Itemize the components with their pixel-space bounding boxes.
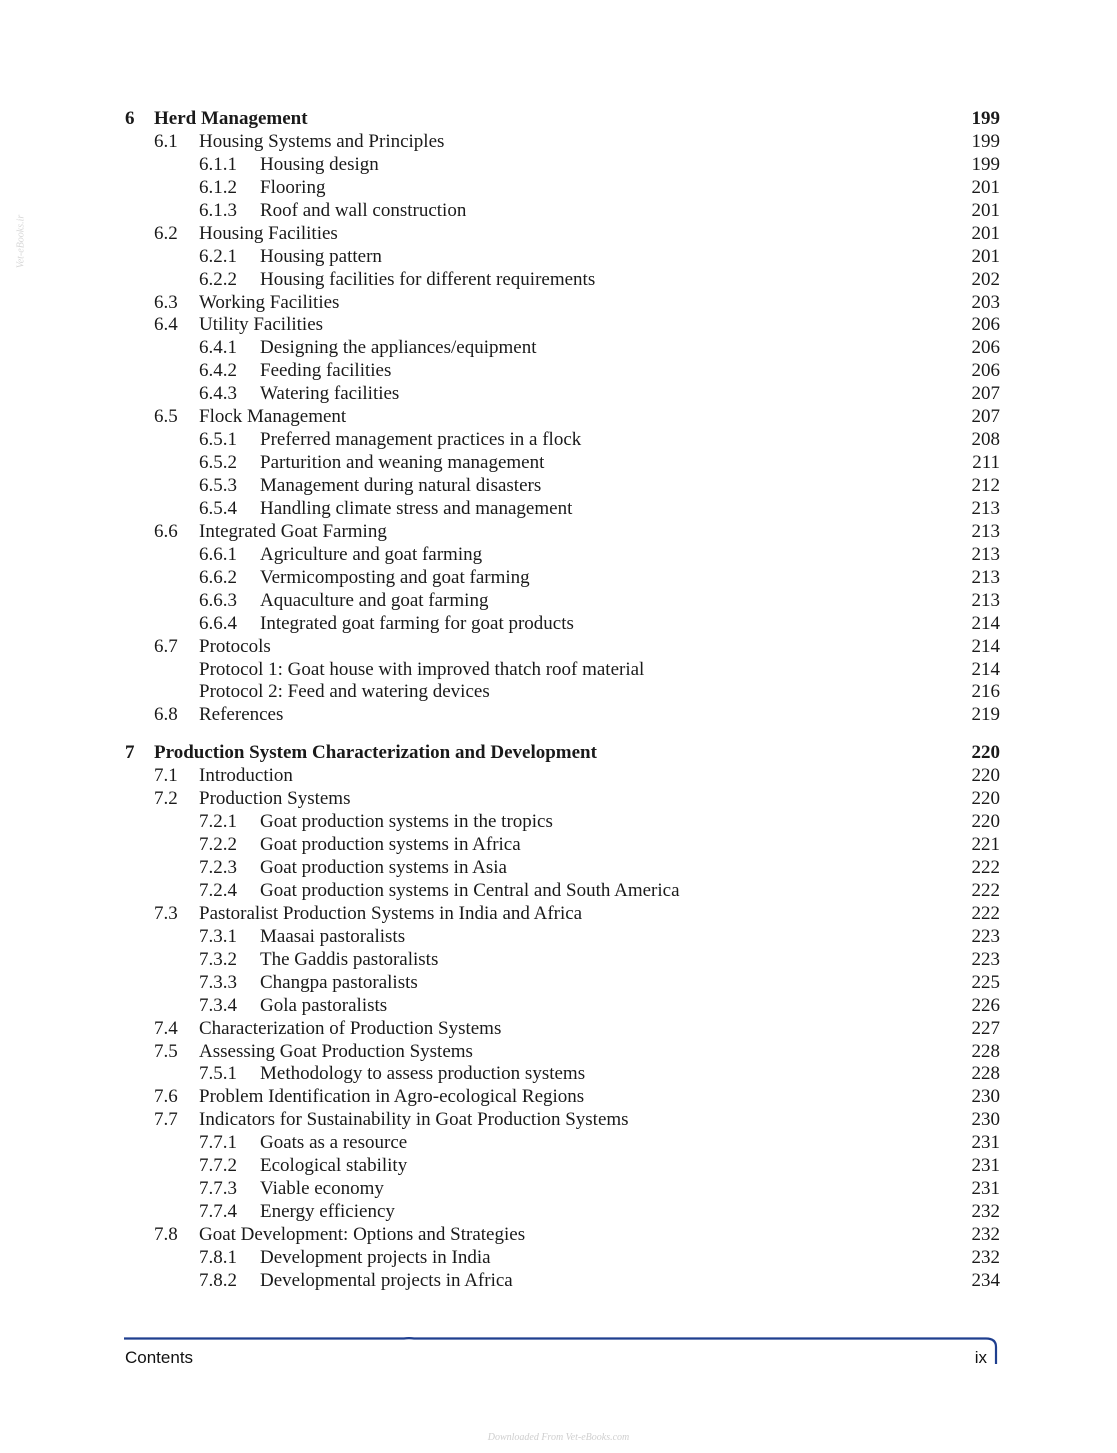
- toc-entry-title: Protocol 2: Feed and watering devices: [199, 681, 490, 703]
- toc-entry-title: Utility Facilities: [199, 314, 324, 336]
- toc-entry-page: 206: [971, 360, 1000, 382]
- toc-entry-subsection: [0, 1247, 1117, 1270]
- toc-entry-title: Agriculture and goat farming: [260, 543, 483, 565]
- toc-entry-subsection: [0, 949, 1117, 972]
- toc-entry-subsection: [0, 926, 1117, 949]
- toc-entry-subsection: [0, 1155, 1117, 1178]
- toc-entry-page: 220: [971, 811, 1000, 833]
- toc-entry-subsection: [0, 337, 1117, 360]
- toc-entry-number: 6.1.3: [199, 199, 237, 221]
- toc-entry-subsection: [0, 972, 1117, 995]
- toc-entry-subsection: [0, 567, 1117, 590]
- toc-entry-number: 7.7.2: [199, 1155, 237, 1177]
- toc-entry-page: 199: [971, 108, 1000, 129]
- toc-entry-number: 7.7.3: [199, 1178, 237, 1200]
- toc-entry-subsection: [0, 834, 1117, 857]
- toc-entry-section: [0, 788, 1117, 811]
- toc-entry-section: [0, 406, 1117, 429]
- toc-entry-number: 7.2.2: [199, 834, 237, 856]
- toc-entry-page: 228: [971, 1063, 1000, 1085]
- toc-entry-title: Protocol 1: Goat house with improved thatch roof material: [199, 658, 645, 680]
- toc-entry-number: 6.5.1: [199, 429, 237, 451]
- toc-entry-page: 207: [971, 406, 1000, 428]
- toc-entry-number: 7.3: [154, 902, 178, 924]
- toc-entry-section: [0, 292, 1117, 315]
- toc-entry-number: 7.7.1: [199, 1132, 237, 1154]
- toc-entry-number: 7.2.1: [199, 811, 237, 833]
- toc-entry-page: 230: [971, 1109, 1000, 1131]
- toc-entry-number: 6.4.3: [199, 383, 237, 405]
- toc-entry-section: [0, 1018, 1117, 1041]
- toc-entry-subsection: [0, 269, 1117, 292]
- toc-entry-title: Housing facilities for different requirements: [260, 268, 596, 290]
- toc-entry-title: Roof and wall construction: [260, 199, 467, 221]
- toc-entry-title: Integrated Goat Farming: [199, 520, 387, 542]
- toc-entry-page: 202: [971, 268, 1000, 290]
- toc-entry-page: 211: [972, 452, 1000, 474]
- toc-entry-title: Watering facilities: [260, 383, 400, 405]
- toc-entry-number: 6.1.2: [199, 176, 237, 198]
- toc-entry-page: 207: [971, 383, 1000, 405]
- toc-entry-title: Changpa pastoralists: [260, 971, 418, 993]
- toc-entry-title: Indicators for Sustainability in Goat Production Systems: [199, 1109, 629, 1131]
- toc-entry-number: 7.6: [154, 1086, 178, 1108]
- toc-entry-title: Development projects in India: [260, 1246, 491, 1268]
- toc-entry-title: Goat production systems in the tropics: [260, 811, 553, 833]
- toc-entry-page: 201: [971, 176, 1000, 198]
- toc-entry-number: 7.1: [154, 765, 178, 787]
- side-watermark: Vet-eBooks.ir: [15, 214, 27, 269]
- toc-entry-subsection: [0, 452, 1117, 475]
- toc-entry-subsection: [0, 1201, 1117, 1224]
- toc-entry-page: 213: [971, 520, 1000, 542]
- toc-entry-number: 7.3.4: [199, 994, 237, 1016]
- toc-entry-page: 201: [971, 245, 1000, 267]
- toc-entry-page: 228: [971, 1040, 1000, 1062]
- toc-entry-subsection: [0, 544, 1117, 567]
- toc-entry-title: Introduction: [199, 765, 293, 787]
- toc-entry-page: 208: [971, 429, 1000, 451]
- toc-entry-title: Designing the appliances/equipment: [260, 337, 537, 359]
- toc-entry-title: Problem Identification in Agro-ecological Regions: [199, 1086, 585, 1108]
- toc-entry-title: Developmental projects in Africa: [260, 1269, 513, 1291]
- toc-entry-title: Preferred management practices in a flock: [260, 429, 582, 451]
- toc-entry-page: 214: [971, 658, 1000, 680]
- toc-entry-subsection: [0, 200, 1117, 223]
- toc-entry-plain: [0, 659, 1117, 682]
- toc-entry-number: 7.8: [154, 1224, 178, 1245]
- toc-entry-title: Pastoralist Production Systems in India and Africa: [199, 902, 583, 924]
- toc-entry-page: 222: [971, 879, 1000, 901]
- toc-entry-title: Working Facilities: [199, 291, 340, 313]
- toc-entry-page: 221: [971, 834, 1000, 856]
- toc-entry-title: Parturition and weaning management: [260, 452, 545, 474]
- toc-entry-title: Production Systems: [199, 788, 351, 810]
- toc-entry-number: 7.8.1: [199, 1246, 237, 1268]
- toc-entry-page: 223: [971, 948, 1000, 970]
- toc-entry-page: 201: [971, 199, 1000, 221]
- footer-running-head: Contents: [125, 1348, 194, 1367]
- toc-entry-page: 222: [971, 902, 1000, 924]
- toc-entry-subsection: [0, 995, 1117, 1018]
- toc-entry-page: 219: [971, 704, 1000, 726]
- toc-entry-section: [0, 1224, 1117, 1247]
- toc-entry-title: Housing pattern: [260, 245, 382, 267]
- toc-entry-subsection: [0, 811, 1117, 834]
- toc-entry-page: 199: [971, 130, 1000, 152]
- toc-entry-section: [0, 765, 1117, 788]
- toc-entry-title: Housing Facilities: [199, 222, 338, 244]
- toc-entry-page: 225: [971, 971, 1000, 993]
- toc-entry-subsection: [0, 246, 1117, 269]
- toc-entry-number: 6.6.3: [199, 589, 237, 611]
- toc-entry-number: 7.3.2: [199, 948, 237, 970]
- toc-entry-number: 6.1.1: [199, 153, 237, 175]
- toc-entry-title: Goat production systems in Central and South America: [260, 879, 680, 901]
- toc-entry-number: 6.4: [154, 314, 178, 336]
- toc-entry-subsection: [0, 360, 1117, 383]
- toc-entry-page: 206: [971, 337, 1000, 359]
- toc-entry-number: 7.4: [154, 1017, 178, 1039]
- toc-entry-section: [0, 1041, 1117, 1064]
- toc-entry-number: 6.1: [154, 130, 178, 152]
- toc-entry-title: Maasai pastoralists: [260, 925, 406, 947]
- toc-entry-page: 223: [971, 925, 1000, 947]
- toc-entry-title: Flooring: [260, 176, 326, 198]
- toc-entry-page: 213: [971, 566, 1000, 588]
- toc-entry-title: Goat production systems in Africa: [260, 834, 521, 856]
- toc-entry-page: 216: [971, 681, 1000, 703]
- toc-entry-subsection: [0, 154, 1117, 177]
- toc-entry-page: 226: [971, 994, 1000, 1016]
- toc-entry-page: 213: [971, 543, 1000, 565]
- toc-entry-number: 7.5.1: [199, 1063, 237, 1085]
- toc-entry-number: 7.3.1: [199, 925, 237, 947]
- toc-entry-title: Herd Management: [154, 108, 308, 129]
- toc-entry-section: [0, 223, 1117, 246]
- toc-entry-page: 222: [971, 857, 1000, 878]
- toc-entry-title: Flock Management: [199, 406, 347, 428]
- toc-entry-number: 6.4.2: [199, 360, 237, 382]
- toc-entry-title: Feeding facilities: [260, 360, 392, 382]
- toc-entry-number: 6.7: [154, 635, 178, 657]
- toc-entry-section: [0, 1086, 1117, 1109]
- toc-entry-title: Energy efficiency: [260, 1201, 395, 1223]
- toc-entry-subsection: [0, 1270, 1117, 1293]
- toc-entry-subsection: [0, 177, 1117, 200]
- toc-entry-section: [0, 131, 1117, 154]
- toc-entry-number: 7.2.4: [199, 879, 237, 901]
- toc-entry-number: 6.2.2: [199, 268, 237, 290]
- toc-entry-page: 213: [971, 589, 1000, 611]
- toc-entry-title: Production System Characterization and Development: [154, 742, 597, 764]
- toc-entry-page: 206: [971, 314, 1000, 336]
- toc-entry-title: Characterization of Production Systems: [199, 1017, 502, 1039]
- toc-entry-subsection: [0, 383, 1117, 406]
- toc-entry-number: 7.7.4: [199, 1201, 237, 1223]
- toc-entry-page: 214: [971, 635, 1000, 657]
- toc-entry-number: 6.4.1: [199, 337, 237, 359]
- toc-entry-section: [0, 636, 1117, 659]
- toc-entry-number: 6.6.4: [199, 612, 237, 634]
- toc-entry-title: Housing Systems and Principles: [199, 130, 445, 152]
- toc-entry-title: Assessing Goat Production Systems: [199, 1040, 473, 1062]
- toc-entry-number: 6.8: [154, 704, 178, 726]
- toc-entry-subsection: [0, 590, 1117, 613]
- toc-entry-page: 231: [971, 1132, 1000, 1154]
- toc-entry-page: 234: [971, 1269, 1000, 1291]
- toc-entry-title: Goat production systems in Asia: [260, 857, 507, 878]
- toc-entry-page: 232: [971, 1246, 1000, 1268]
- toc-entry-page: 220: [971, 765, 1000, 787]
- toc-entry-title: Goats as a resource: [260, 1132, 408, 1154]
- toc-entry-title: Goat Development: Options and Strategies: [199, 1224, 526, 1245]
- toc-entry-number: 6.2.1: [199, 245, 237, 267]
- toc-entry-title: Gola pastoralists: [260, 994, 388, 1016]
- toc-entry-page: 227: [971, 1017, 1000, 1039]
- toc-entry-page: 232: [971, 1224, 1000, 1245]
- toc-entry-number: 6: [125, 108, 135, 129]
- toc-entry-number: 7.2.3: [199, 857, 237, 878]
- toc-entry-title: Housing design: [260, 153, 379, 175]
- toc-entry-subsection: [0, 498, 1117, 521]
- toc-entry-number: 6.5.2: [199, 452, 237, 474]
- toc-entry-page: 230: [971, 1086, 1000, 1108]
- toc-entry-subsection: [0, 857, 1117, 880]
- toc-entry-page: 231: [971, 1178, 1000, 1200]
- toc-entry-subsection: [0, 429, 1117, 452]
- toc-entry-number: 6.3: [154, 291, 178, 313]
- table-of-contents: [0, 108, 1117, 1293]
- toc-entry-number: 7.3.3: [199, 971, 237, 993]
- toc-entry-subsection: [0, 1063, 1117, 1086]
- toc-entry-title: Ecological stability: [260, 1155, 408, 1177]
- toc-entry-title: Aquaculture and goat farming: [260, 589, 489, 611]
- toc-entry-section: [0, 1109, 1117, 1132]
- toc-entry-chapter: [0, 108, 1117, 131]
- toc-entry-page: 214: [971, 612, 1000, 634]
- toc-entry-section: [0, 704, 1117, 727]
- toc-entry-title: The Gaddis pastoralists: [260, 948, 439, 970]
- toc-entry-page: 201: [971, 222, 1000, 244]
- toc-entry-title: Viable economy: [260, 1178, 384, 1200]
- toc-entry-number: 6.6.1: [199, 543, 237, 565]
- toc-entry-subsection: [0, 880, 1117, 903]
- toc-entry-subsection: [0, 1178, 1117, 1201]
- toc-entry-section: [0, 314, 1117, 337]
- toc-entry-page: 220: [971, 788, 1000, 810]
- toc-entry-number: 7: [125, 742, 135, 764]
- toc-entry-section: [0, 521, 1117, 544]
- toc-entry-number: 6.5.4: [199, 497, 237, 519]
- toc-entry-number: 6.2: [154, 222, 178, 244]
- toc-entry-page: 231: [971, 1155, 1000, 1177]
- toc-entry-title: Management during natural disasters: [260, 475, 542, 496]
- footer-rule: [124, 1337, 998, 1365]
- toc-entry-page: 199: [971, 153, 1000, 175]
- toc-entry-title: Handling climate stress and management: [260, 497, 573, 519]
- toc-entry-subsection: [0, 1132, 1117, 1155]
- toc-entry-page: 213: [971, 497, 1000, 519]
- toc-entry-number: 7.8.2: [199, 1269, 237, 1291]
- toc-entry-page: 212: [971, 475, 1000, 496]
- toc-entry-chapter: [0, 742, 1117, 765]
- toc-entry-number: 6.6.2: [199, 566, 237, 588]
- toc-entry-title: Methodology to assess production systems: [260, 1063, 586, 1085]
- toc-entry-subsection: [0, 475, 1117, 498]
- toc-entry-title: Integrated goat farming for goat products: [260, 612, 574, 634]
- toc-entry-number: 7.2: [154, 788, 178, 810]
- footer-page-number: ix: [974, 1348, 987, 1367]
- toc-entry-page: 220: [971, 742, 1000, 764]
- toc-entry-plain: [0, 681, 1117, 704]
- toc-entry-page: 232: [971, 1201, 1000, 1223]
- bottom-watermark: Downloaded From Vet-eBooks.com: [487, 1432, 630, 1443]
- toc-entry-title: References: [199, 704, 284, 726]
- toc-entry-subsection: [0, 613, 1117, 636]
- toc-entry-section: [0, 903, 1117, 926]
- toc-entry-number: 6.5.3: [199, 475, 237, 496]
- toc-entry-number: 6.6: [154, 520, 178, 542]
- toc-entry-number: 7.5: [154, 1040, 178, 1062]
- toc-entry-page: 203: [971, 291, 1000, 313]
- toc-entry-title: Vermicomposting and goat farming: [260, 566, 530, 588]
- toc-entry-number: 7.7: [154, 1109, 178, 1131]
- toc-entry-number: 6.5: [154, 406, 178, 428]
- toc-entry-title: Protocols: [199, 635, 271, 657]
